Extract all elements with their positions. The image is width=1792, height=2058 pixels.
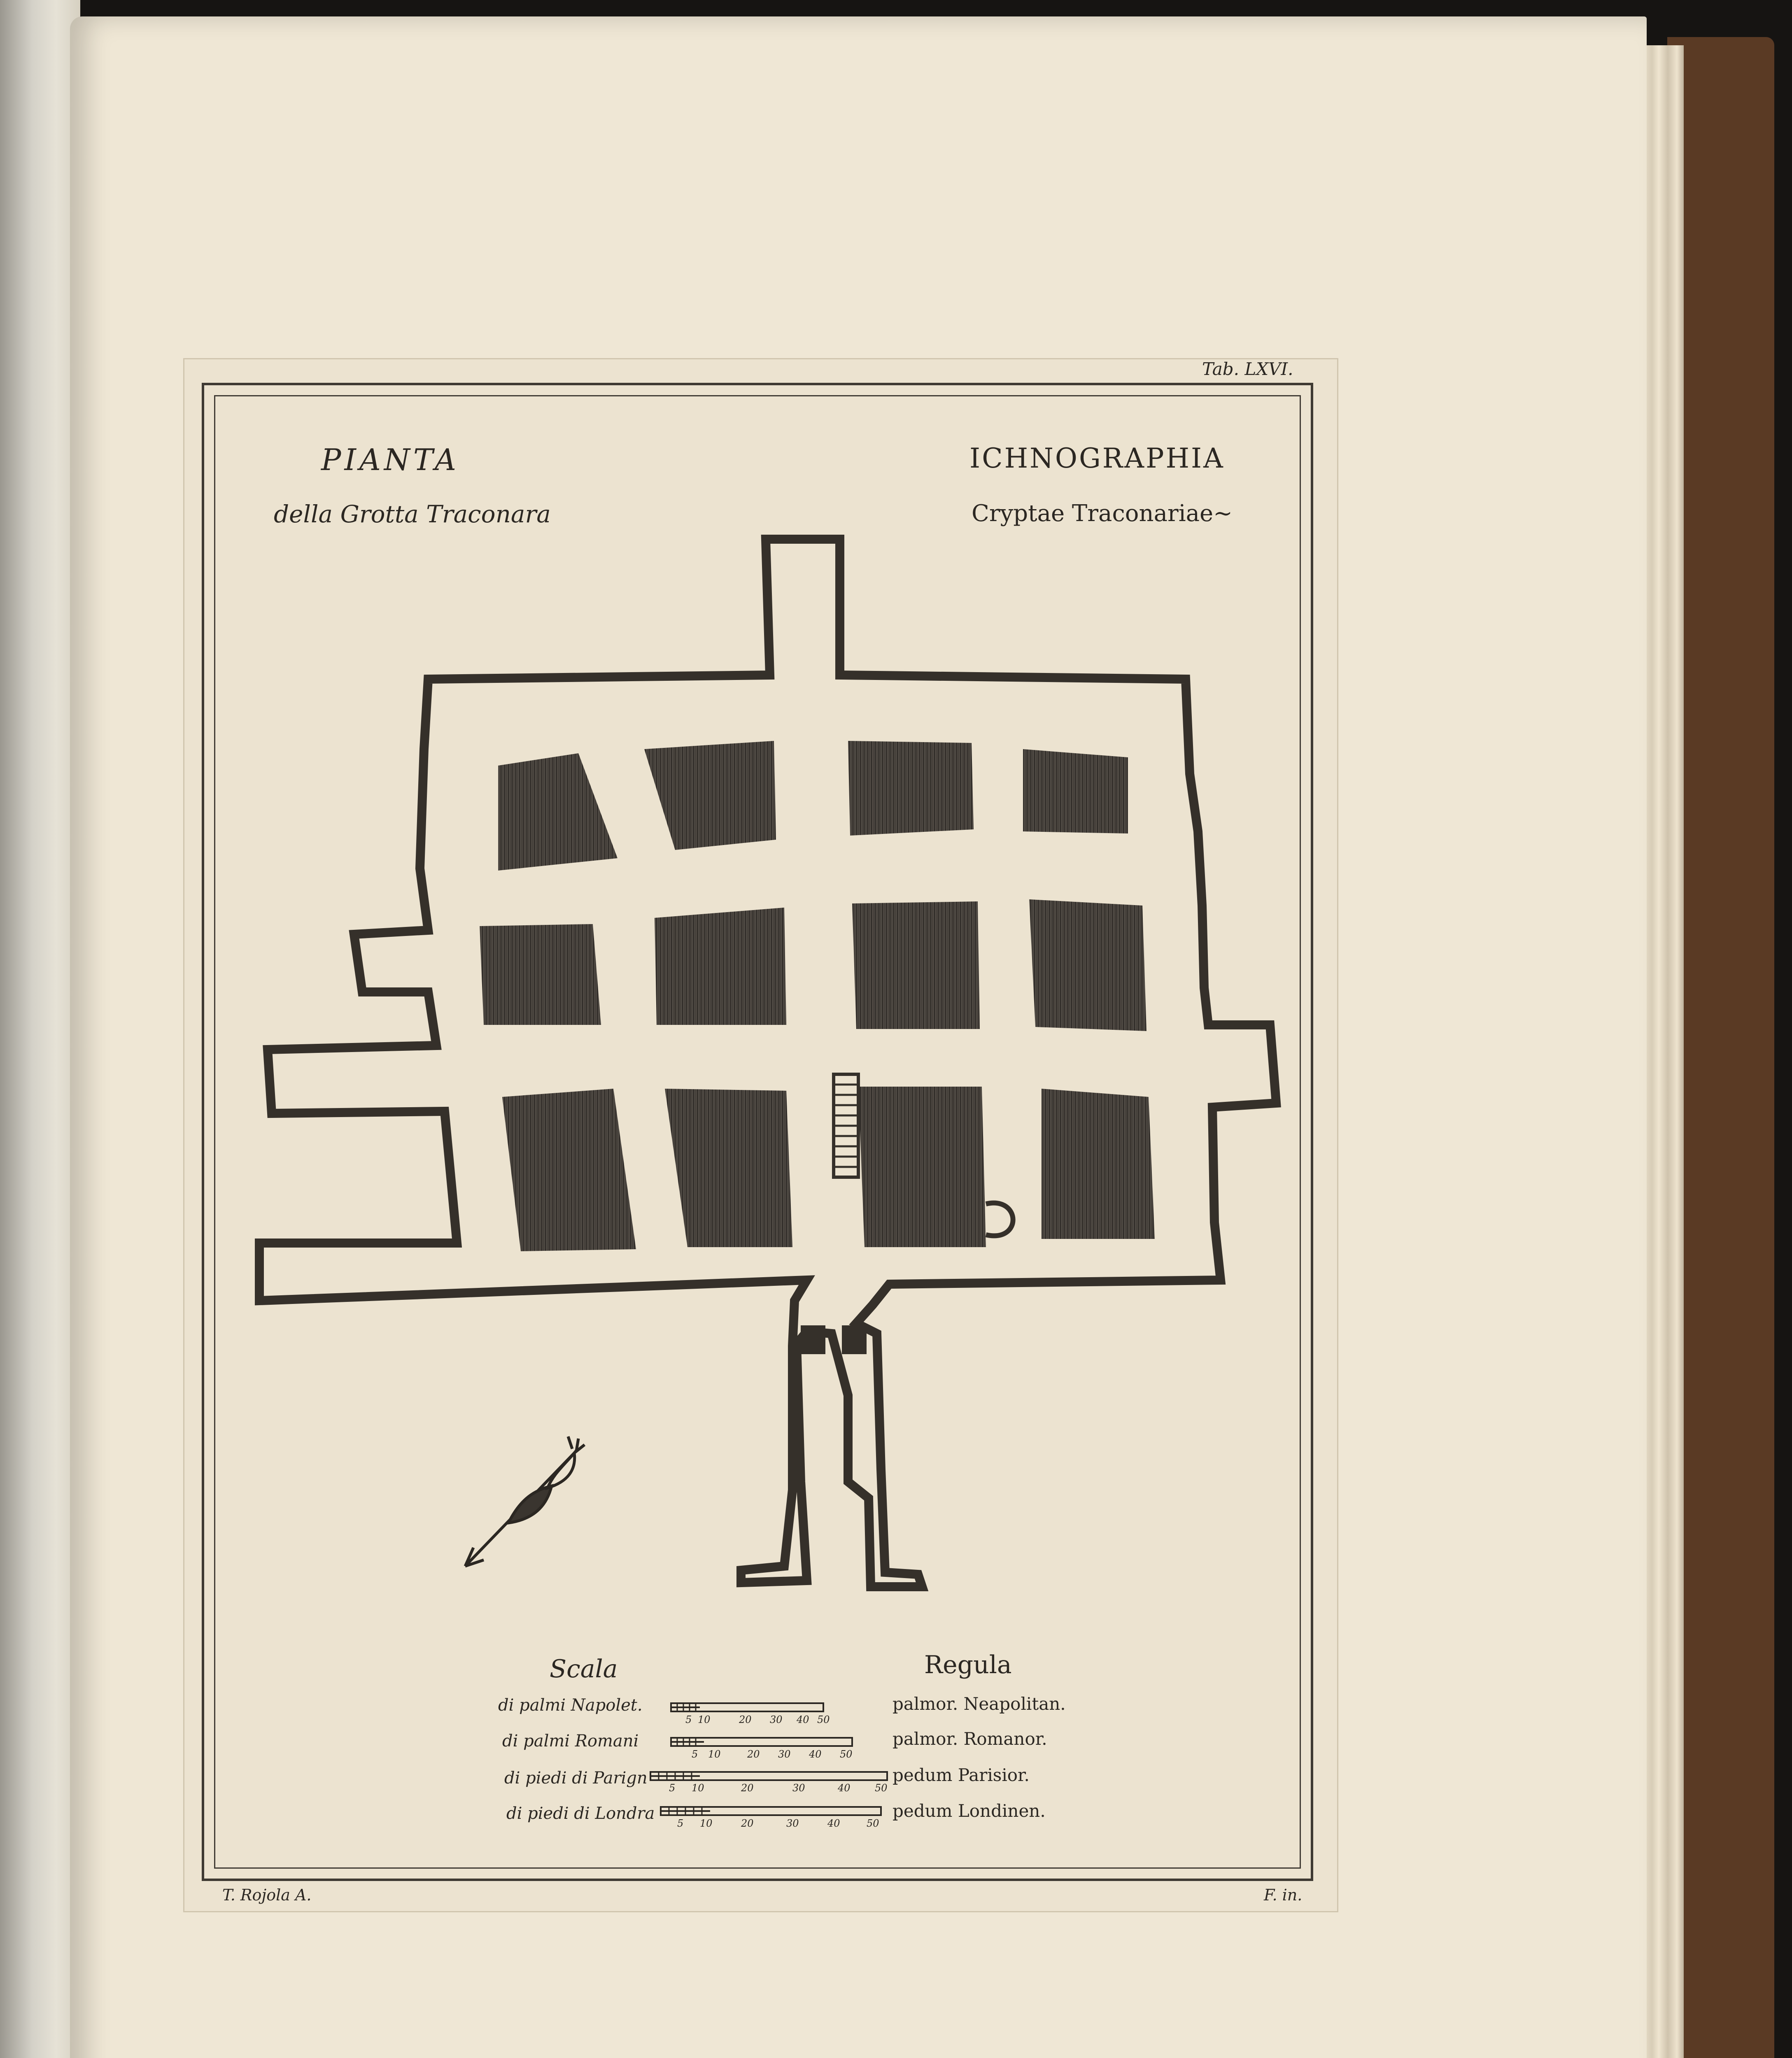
tick-label: 10 [700, 1818, 713, 1829]
tick-label: 20 [747, 1748, 760, 1760]
tick-label: 10 [692, 1782, 704, 1794]
scale-tick-labels-row1 [685, 1714, 830, 1725]
tick-label: 5 [692, 1748, 698, 1760]
tick-label: 40 [797, 1714, 809, 1725]
engraver-credit-fecit: F. in. [1264, 1886, 1303, 1904]
pillar [848, 741, 974, 836]
scale-row-italian: di palmi Napolet. [498, 1696, 643, 1715]
tick-label: 30 [778, 1748, 791, 1760]
tick-label: 30 [786, 1818, 799, 1829]
pillar [1042, 1089, 1155, 1239]
tick-label: 5 [685, 1714, 692, 1725]
tick-label: 5 [677, 1818, 684, 1829]
entrance-block [842, 1325, 867, 1354]
tick-label: 50 [875, 1782, 888, 1794]
pillar [655, 908, 786, 1025]
tick-label: 5 [669, 1782, 676, 1794]
tick-label: 40 [827, 1818, 840, 1829]
scale-tick-labels-row3 [669, 1782, 888, 1794]
scale-row-italian: di palmi Romani [502, 1732, 639, 1751]
scale-heading-italian: Scala [550, 1655, 618, 1683]
scale-row-italian: di piedi di Parign [504, 1769, 648, 1788]
scale-tick-labels-row2 [692, 1748, 853, 1760]
tick-label: 20 [741, 1782, 754, 1794]
tick-label: 40 [809, 1748, 822, 1760]
staircase [834, 1074, 858, 1177]
pillar [480, 924, 601, 1025]
tick-label: 20 [739, 1714, 752, 1725]
subtitle-latin: Cryptae Traconariae~ [972, 500, 1233, 527]
tick-label: 30 [792, 1782, 805, 1794]
tick-label: 40 [838, 1782, 851, 1794]
scale-row-latin: pedum Londinen. [893, 1801, 1046, 1821]
tick-label: 10 [698, 1714, 711, 1725]
tick-label: 30 [770, 1714, 783, 1725]
tick-label: 50 [840, 1748, 853, 1760]
compass-rose-arrow-icon [465, 1436, 585, 1566]
scale-row-latin: palmor. Romanor. [893, 1729, 1047, 1749]
scale-tick-labels-row4 [677, 1818, 879, 1829]
entrance-block [801, 1325, 825, 1354]
pillar [1023, 749, 1128, 833]
title-italian: PIANTA [321, 442, 459, 477]
scale-heading-latin: Regula [924, 1651, 1012, 1679]
plate-number: Tab. LXVI. [1202, 359, 1293, 379]
subtitle-italian: della Grotta Traconara [274, 500, 551, 528]
tick-label: 50 [817, 1714, 830, 1725]
engraver-credit: T. Rojola A. [222, 1886, 312, 1904]
scale-row-italian: di piedi di Londra [506, 1804, 655, 1823]
cave-outline [259, 539, 1276, 1587]
title-latin: ICHNOGRAPHIA [969, 442, 1225, 474]
pillar [858, 1087, 986, 1247]
scale-row-latin: pedum Parisior. [893, 1765, 1030, 1785]
pillar [502, 1089, 636, 1251]
scale-row-latin: palmor. Neapolitan. [893, 1694, 1066, 1714]
tick-label: 50 [867, 1818, 879, 1829]
tick-label: 20 [741, 1818, 754, 1829]
tick-label: 10 [708, 1748, 721, 1760]
pillar [852, 901, 980, 1029]
pillar [1029, 899, 1147, 1031]
